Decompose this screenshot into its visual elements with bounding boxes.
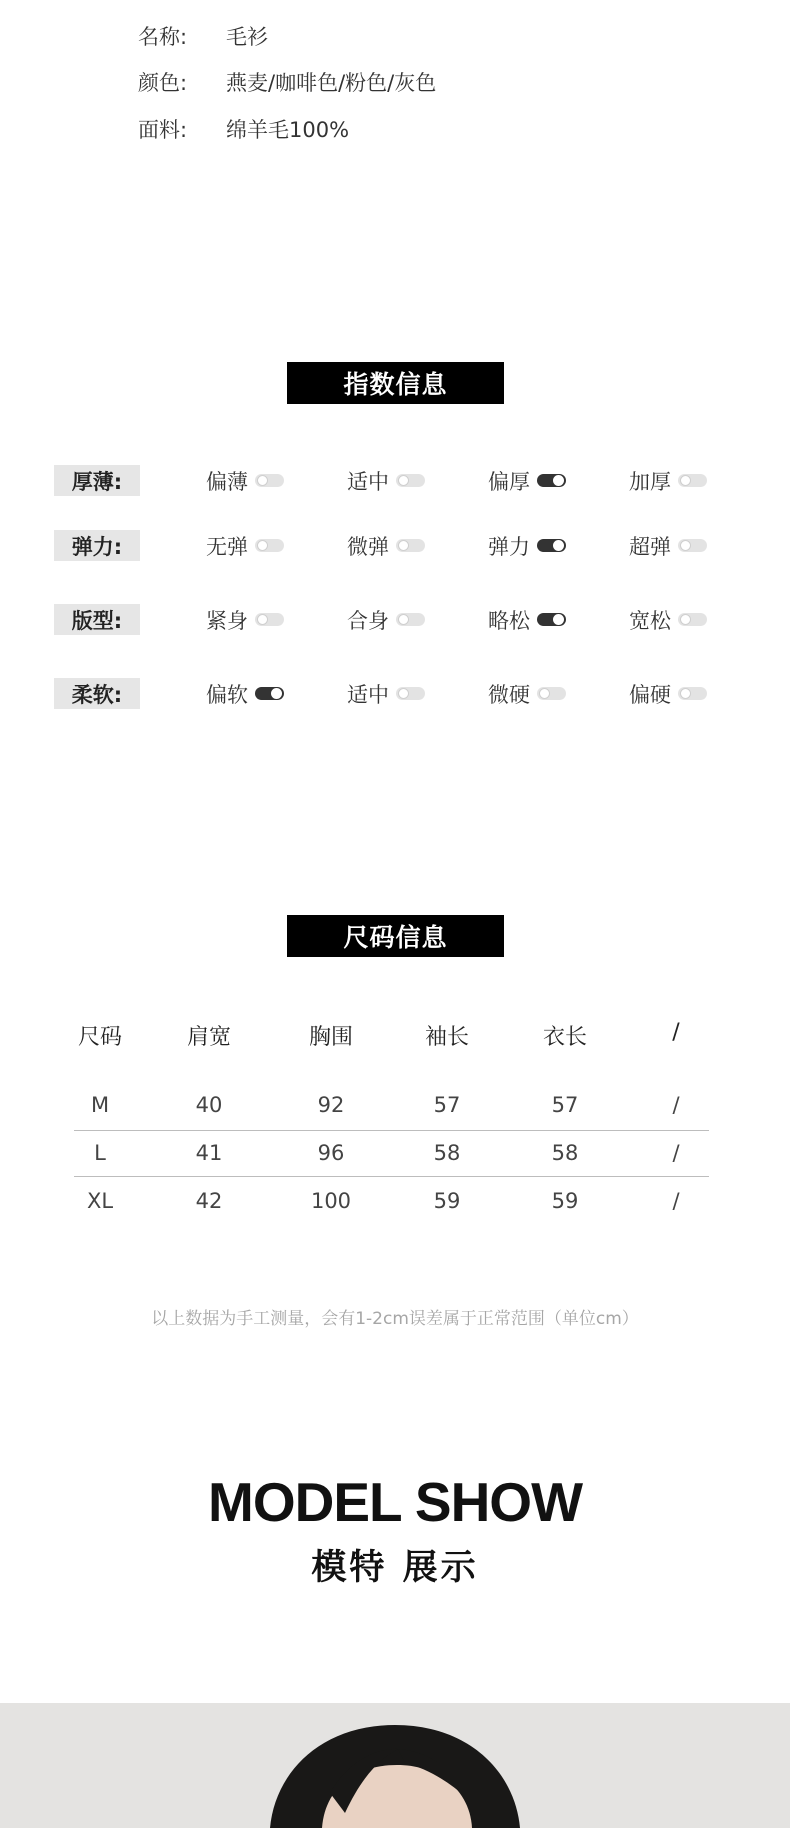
size-table-header: 袖长 (424, 1025, 470, 1050)
toggle-knob (257, 475, 268, 486)
info-row-name (138, 22, 268, 50)
toggle-off-icon (255, 474, 284, 487)
index-option-label: 宽松 (629, 608, 671, 633)
index-option (488, 530, 566, 561)
size-section-title: 尺码信息 (287, 915, 504, 957)
toggle-off-icon (255, 539, 284, 552)
index-option-label: 适中 (347, 682, 389, 707)
index-option-label: 偏薄 (206, 469, 248, 494)
index-option (206, 678, 284, 709)
toggle-knob (271, 688, 282, 699)
toggle-on-icon (537, 474, 566, 487)
size-table-cell: 58 (433, 1141, 461, 1165)
size-table-cell: 42 (195, 1189, 223, 1213)
index-option (488, 465, 566, 496)
info-label: 名称: (138, 25, 188, 49)
index-section-title: 指数信息 (287, 362, 504, 404)
size-table-cell: 40 (195, 1093, 223, 1117)
size-table-cell: / (672, 1141, 680, 1165)
toggle-off-icon (537, 687, 566, 700)
index-option-label: 偏厚 (488, 469, 530, 494)
size-table-header: 胸围 (308, 1025, 354, 1050)
size-table-header: / (672, 1020, 680, 1045)
index-option (629, 678, 707, 709)
toggle-off-icon (396, 687, 425, 700)
index-option (347, 604, 425, 635)
index-option-label: 无弹 (206, 534, 248, 559)
size-table-cell: 100 (310, 1189, 352, 1213)
toggle-off-icon (396, 613, 425, 626)
size-table-cell: 57 (551, 1093, 579, 1117)
size-table-cell: 57 (433, 1093, 461, 1117)
info-value: 毛衫 (226, 25, 268, 49)
index-option-label: 适中 (347, 469, 389, 494)
index-option-label: 微弹 (347, 534, 389, 559)
index-option-label: 微硬 (488, 682, 530, 707)
size-table-cell: 92 (317, 1093, 345, 1117)
toggle-knob (680, 475, 691, 486)
info-row-fabric (138, 115, 349, 143)
toggle-knob (553, 475, 564, 486)
toggle-knob (539, 688, 550, 699)
index-option-label: 紧身 (206, 608, 248, 633)
toggle-knob (398, 688, 409, 699)
info-value: 燕麦/咖啡色/粉色/灰色 (226, 71, 437, 95)
toggle-knob (680, 688, 691, 699)
index-option (206, 604, 284, 635)
toggle-knob (257, 540, 268, 551)
index-row-label: 厚薄: (54, 465, 140, 496)
size-table-cell: L (94, 1141, 106, 1165)
index-row-label: 版型: (54, 604, 140, 635)
toggle-knob (398, 540, 409, 551)
size-table-cell: 58 (551, 1141, 579, 1165)
size-table-cell: 41 (195, 1141, 223, 1165)
index-option (347, 678, 425, 709)
size-table-cell: / (672, 1093, 680, 1117)
index-option (629, 604, 707, 635)
toggle-knob (680, 540, 691, 551)
toggle-knob (398, 475, 409, 486)
toggle-on-icon (255, 687, 284, 700)
toggle-on-icon (537, 539, 566, 552)
model-photo (0, 1703, 790, 1828)
index-row-label: 弹力: (54, 530, 140, 561)
index-option-label: 超弹 (629, 534, 671, 559)
size-table-cell: M (90, 1093, 110, 1117)
index-option (206, 465, 284, 496)
index-option (488, 678, 566, 709)
size-table-header: 尺码 (77, 1025, 123, 1050)
info-row-color (138, 68, 436, 96)
index-option (206, 530, 284, 561)
size-table-cell: XL (86, 1189, 114, 1213)
info-label: 颜色: (138, 71, 188, 95)
measurement-note: 以上数据为手工测量，会有1-2cm误差属于正常范围（单位cm） (151, 1309, 639, 1329)
toggle-knob (257, 614, 268, 625)
toggle-off-icon (678, 474, 707, 487)
size-table-cell: 96 (317, 1141, 345, 1165)
toggle-off-icon (396, 539, 425, 552)
toggle-knob (398, 614, 409, 625)
toggle-off-icon (678, 613, 707, 626)
index-option-label: 偏硬 (629, 682, 671, 707)
toggle-knob (553, 614, 564, 625)
index-option (629, 530, 707, 561)
index-option-label: 偏软 (206, 682, 248, 707)
size-table-cell: 59 (433, 1189, 461, 1213)
index-option (629, 465, 707, 496)
table-row-divider (74, 1176, 709, 1177)
size-table-cell: 59 (551, 1189, 579, 1213)
toggle-off-icon (255, 613, 284, 626)
index-option (347, 465, 425, 496)
toggle-on-icon (537, 613, 566, 626)
model-show-title: MODEL SHOW (208, 1471, 582, 1533)
size-table-header: 衣长 (542, 1025, 588, 1050)
index-option-label: 弹力 (488, 534, 530, 559)
index-option (488, 604, 566, 635)
size-table-header: 肩宽 (186, 1025, 232, 1050)
info-label: 面料: (138, 118, 188, 142)
info-value: 绵羊毛100% (226, 118, 350, 142)
toggle-off-icon (396, 474, 425, 487)
toggle-knob (680, 614, 691, 625)
table-row-divider (74, 1130, 709, 1131)
index-row-label: 柔软: (54, 678, 140, 709)
model-show-subtitle: 模特 展示 (311, 1548, 479, 1588)
index-option-label: 合身 (347, 608, 389, 633)
index-option-label: 略松 (488, 608, 530, 633)
index-option (347, 530, 425, 561)
toggle-off-icon (678, 687, 707, 700)
index-option-label: 加厚 (629, 469, 671, 494)
size-table-cell: / (672, 1189, 680, 1213)
toggle-knob (553, 540, 564, 551)
toggle-off-icon (678, 539, 707, 552)
